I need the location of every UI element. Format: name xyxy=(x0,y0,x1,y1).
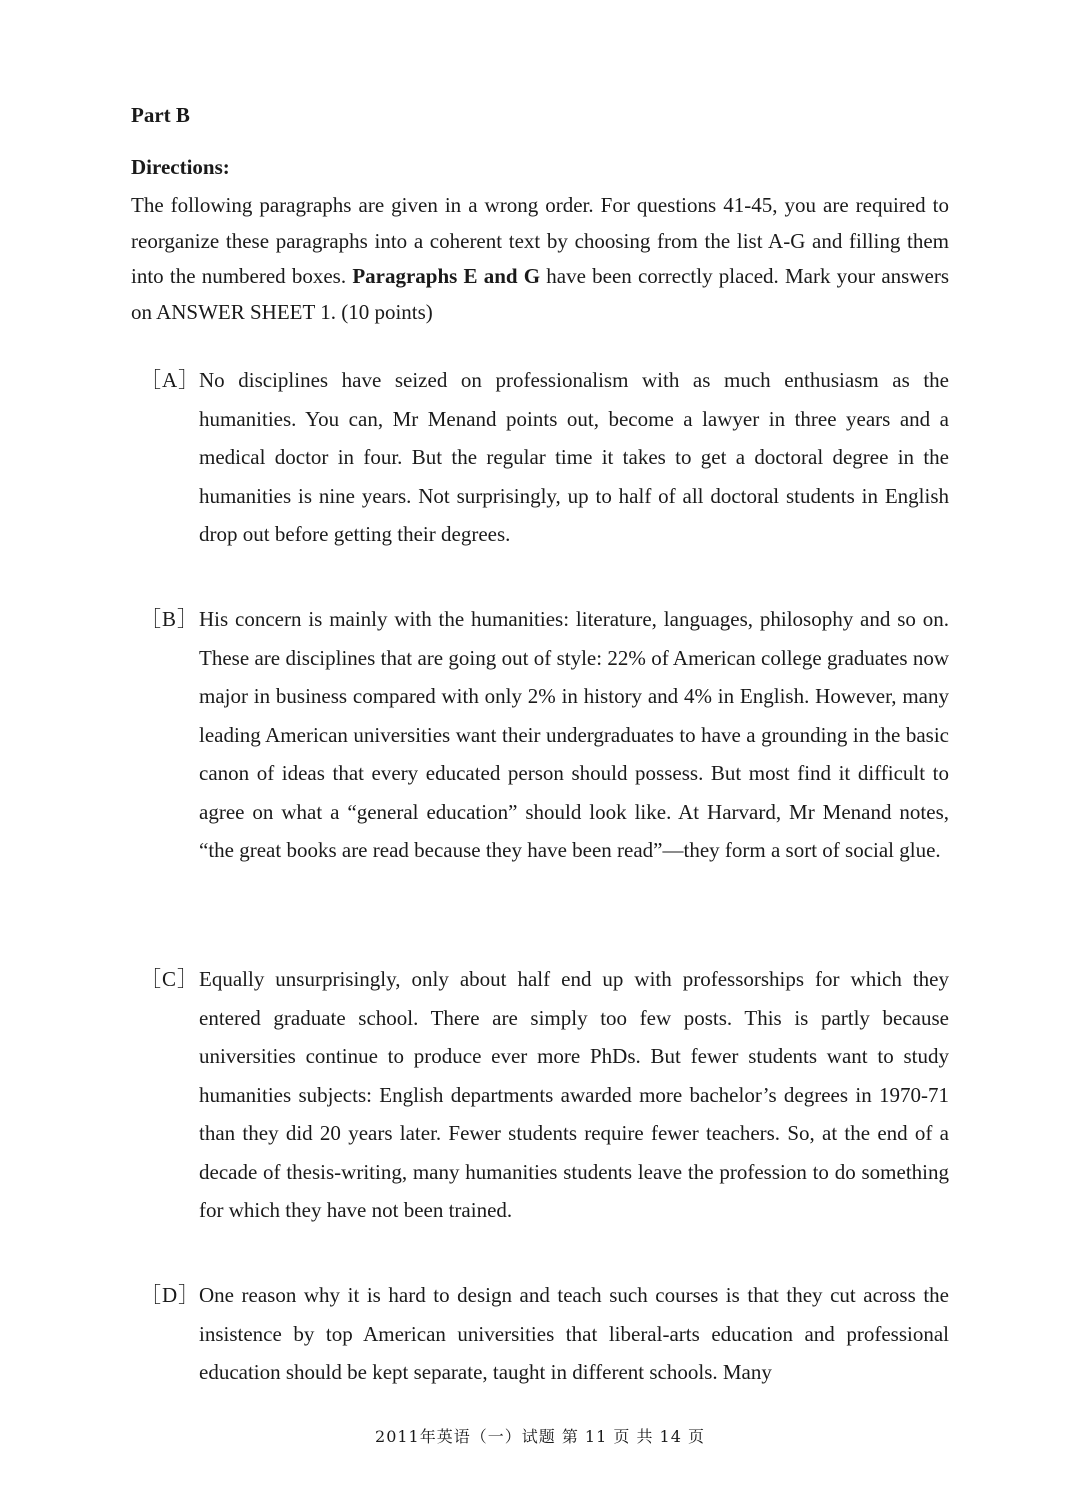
paragraph-letter: ［C］ xyxy=(140,967,200,991)
directions-text xyxy=(131,188,949,330)
paragraph-letter: ［A］ xyxy=(140,368,201,392)
directions-text-bold: Paragraphs E and G xyxy=(352,264,541,288)
directions-text-after: have been correctly placed. Mark your answers on ANSWER SHEET 1. (10 points) xyxy=(131,264,950,324)
paragraph-text: No disciplines have seized on professionalism with as much enthusiasm as the humanities. You can, Mr Menand points out, become a lawyer in three years and a medical doctor in four. But the regular time it takes to get a doctoral degree in the humanities is nine years. Not surprisingly, up to half of all doctoral students in English drop out before getting their degrees. xyxy=(199,368,949,546)
paragraph-letter: ［D］ xyxy=(140,1283,201,1307)
paragraph-text: His concern is mainly with the humanities: literature, languages, philosophy and so on. These are disciplines that are going out of style: 22% of American college graduates now major in business compared with only 2% in history and 4% in English. However, many leading American universities want their undergraduates to have a grounding in the basic canon of ideas that every educated person should possess. But most find it difficult to agree on what a “general education” should look like. At Harvard, Mr Menand notes, “the great books are read because they have been read”—they form a sort of social glue. xyxy=(199,607,949,862)
paragraph-letter: ［B］ xyxy=(140,607,200,631)
part-title: Part B xyxy=(131,103,190,127)
directions-text-before: The following paragraphs are given in a wrong order. For questions 41-45, you are required to reorganize these paragraphs into a coherent text by choosing from the list A-G and filling them into the numbered boxes. xyxy=(131,193,949,288)
page-footer: 2011年英语（一）试题 第 11 页 共 14 页 xyxy=(375,1427,705,1446)
paragraph-c xyxy=(140,960,949,1230)
paragraph-d xyxy=(140,1276,949,1392)
paragraph-b xyxy=(140,600,949,870)
directions-label: Directions: xyxy=(131,155,230,179)
paragraph-text: One reason why it is hard to design and teach such courses is that they cut across the insistence by top American universities that liberal-arts education and professional education should be kept separate, taught in different schools. Many xyxy=(199,1283,949,1384)
paragraph-text: Equally unsurprisingly, only about half end up with professorships for which they entered graduate school. There are simply too few posts. This is partly because universities continue to produce ever more PhDs. But fewer students want to study humanities subjects: English departments awarded more bachelor’s degrees in 1970-71 than they did 20 years later. Fewer students require fewer teachers. So, at the end of a decade of thesis-writing, many humanities students leave the profession to do something for which they have not been trained. xyxy=(199,967,949,1222)
paragraph-a xyxy=(140,361,949,554)
